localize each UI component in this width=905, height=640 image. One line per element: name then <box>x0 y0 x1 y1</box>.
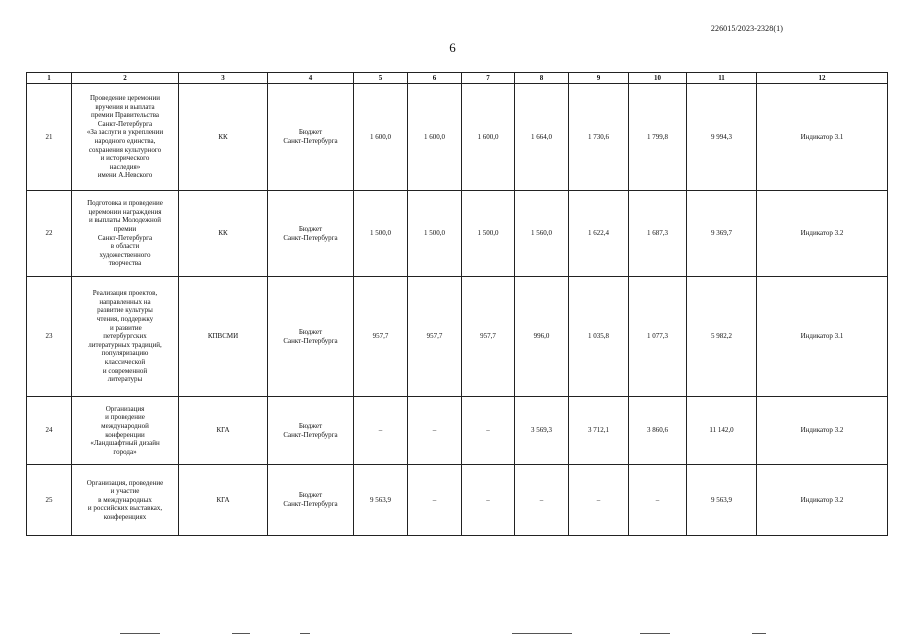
row-number: 21 <box>27 84 72 191</box>
executor-cell: КПВСМИ <box>179 277 268 397</box>
table-row <box>27 191 888 277</box>
activity-name-line: церемонии награждения <box>88 207 162 216</box>
activity-name-line: города» <box>113 447 137 456</box>
column-header: 5 <box>354 73 408 84</box>
row-number: 22 <box>27 191 72 277</box>
activity-name-line: наследия» <box>109 162 141 171</box>
column-header: 8 <box>515 73 569 84</box>
amount-cell: 1 664,0 <box>515 84 569 191</box>
amount-cell: 9 563,9 <box>687 465 757 536</box>
amount-cell: – <box>462 465 515 536</box>
activity-name-line: художественного <box>99 250 151 259</box>
amount-cell: 11 142,0 <box>687 397 757 465</box>
column-header: 12 <box>757 73 888 84</box>
activity-name-line: конференции <box>105 430 145 439</box>
activity-name-line: конференциях <box>103 512 147 521</box>
header-row <box>27 73 888 84</box>
column-header: 6 <box>408 73 462 84</box>
activity-name-line: «Ландшафтный дизайн <box>90 439 160 448</box>
amount-cell: 1 500,0 <box>462 191 515 277</box>
amount-cell: – <box>408 397 462 465</box>
activity-name-line: «За заслуги в укреплении <box>86 128 164 137</box>
executor-cell: КК <box>179 191 268 277</box>
amount-cell: 1 500,0 <box>408 191 462 277</box>
program-table <box>26 72 888 536</box>
activity-name-line: литературных традиций, <box>88 340 162 349</box>
amount-cell: 1 622,4 <box>569 191 629 277</box>
table-row <box>27 277 888 397</box>
scan-edge-marks <box>0 633 905 636</box>
activity-name-line: и российских выставках, <box>87 504 163 513</box>
activity-name-line: и развитие <box>108 323 142 332</box>
amount-cell: 957,7 <box>408 277 462 397</box>
amount-cell: – <box>629 465 687 536</box>
amount-cell: 3 860,6 <box>629 397 687 465</box>
activity-name <box>72 277 179 397</box>
table-row <box>27 397 888 465</box>
activity-name <box>72 465 179 536</box>
activity-name-line: петербургских <box>103 332 147 341</box>
activity-name-line: Проведение церемонии <box>90 94 160 103</box>
amount-cell: 1 500,0 <box>354 191 408 277</box>
activity-name-line: Подготовка и проведение <box>87 199 163 208</box>
amount-cell: – <box>462 397 515 465</box>
activity-name-line: премии <box>113 224 137 233</box>
indicator-cell: Индикатор 3.2 <box>757 397 888 465</box>
activity-name <box>72 191 179 277</box>
activity-name-line: премии Правительства <box>90 111 160 120</box>
activity-name-line: народного единства, <box>94 137 156 145</box>
amount-cell: 1 560,0 <box>515 191 569 277</box>
amount-cell: 1 799,8 <box>629 84 687 191</box>
indicator-cell: Индикатор 3.2 <box>757 465 888 536</box>
funding-source-cell: Бюджет Санкт-Петербурга <box>268 397 354 465</box>
activity-name-line: имени А.Невского <box>97 171 153 180</box>
amount-cell: 1 035,8 <box>569 277 629 397</box>
amount-cell: – <box>515 465 569 536</box>
funding-source-cell: Бюджет Санкт-Петербурга <box>268 84 354 191</box>
amount-cell: 1 600,0 <box>354 84 408 191</box>
activity-name-line: вручения и выплата <box>95 102 155 111</box>
row-number: 24 <box>27 397 72 465</box>
amount-cell: 1 687,3 <box>629 191 687 277</box>
funding-source-cell: Бюджет Санкт-Петербурга <box>268 277 354 397</box>
row-number: 23 <box>27 277 72 397</box>
executor-cell: КК <box>179 84 268 191</box>
activity-name-line: Реализация проектов, <box>92 289 158 298</box>
funding-source-cell: Бюджет Санкт-Петербурга <box>268 465 354 536</box>
activity-name-line: чтения, поддержку <box>96 315 154 324</box>
activity-name-line: популяризацию <box>101 349 149 358</box>
amount-cell: 9 563,9 <box>354 465 408 536</box>
table-row <box>27 465 888 536</box>
activity-name <box>72 84 179 191</box>
activity-name-line: творчества <box>108 259 142 268</box>
activity-name-line: развитие культуры <box>97 306 153 315</box>
document-number: 226015/2023-2328(1) <box>710 24 783 33</box>
amount-cell: 1 600,0 <box>462 84 515 191</box>
row-number: 25 <box>27 465 72 536</box>
indicator-cell: Индикатор 3.1 <box>757 277 888 397</box>
activity-name-line: и проведение <box>105 413 145 422</box>
activity-name-line: в международных <box>98 495 152 504</box>
amount-cell: 5 982,2 <box>687 277 757 397</box>
page-number: 6 <box>449 40 456 55</box>
amount-cell: – <box>354 397 408 465</box>
column-header: 10 <box>629 73 687 84</box>
activity-name-line: Организация, проведение <box>86 478 164 487</box>
activity-name-line: сохранения культурного <box>88 145 162 154</box>
amount-cell: 3 569,3 <box>515 397 569 465</box>
activity-name-line: и исторического <box>100 154 150 163</box>
amount-cell: 1 730,6 <box>569 84 629 191</box>
amount-cell: 957,7 <box>462 277 515 397</box>
activity-name-line: Санкт-Петербурга <box>97 233 153 242</box>
column-header: 9 <box>569 73 629 84</box>
amount-cell: – <box>569 465 629 536</box>
activity-name-line: и участие <box>110 487 140 496</box>
column-header: 2 <box>72 73 179 84</box>
table-row <box>27 84 888 191</box>
amount-cell: 9 994,3 <box>687 84 757 191</box>
activity-name <box>72 397 179 465</box>
activity-name-line: международной <box>101 421 149 430</box>
executor-cell: КГА <box>179 397 268 465</box>
column-header: 3 <box>179 73 268 84</box>
activity-name-line: и выплаты Молодежной <box>89 216 161 225</box>
column-header: 4 <box>268 73 354 84</box>
activity-name-line: Организация <box>105 404 145 413</box>
amount-cell: 957,7 <box>354 277 408 397</box>
amount-cell: 3 712,1 <box>569 397 629 465</box>
amount-cell: 996,0 <box>515 277 569 397</box>
amount-cell: – <box>408 465 462 536</box>
funding-source-cell: Бюджет Санкт-Петербурга <box>268 191 354 277</box>
activity-name-line: литературы <box>107 375 143 384</box>
amount-cell: 1 600,0 <box>408 84 462 191</box>
activity-name-line: классической <box>104 357 146 366</box>
indicator-cell: Индикатор 3.1 <box>757 84 888 191</box>
column-header: 1 <box>27 73 72 84</box>
amount-cell: 9 369,7 <box>687 191 757 277</box>
activity-name-line: в области <box>110 242 140 251</box>
activity-name-line: и современной <box>102 366 148 375</box>
column-header: 11 <box>687 73 757 84</box>
amount-cell: 1 077,3 <box>629 277 687 397</box>
executor-cell: КГА <box>179 465 268 536</box>
indicator-cell: Индикатор 3.2 <box>757 191 888 277</box>
column-header: 7 <box>462 73 515 84</box>
activity-name-line: Санкт-Петербурга <box>97 119 153 128</box>
activity-name-line: направленных на <box>99 297 151 306</box>
